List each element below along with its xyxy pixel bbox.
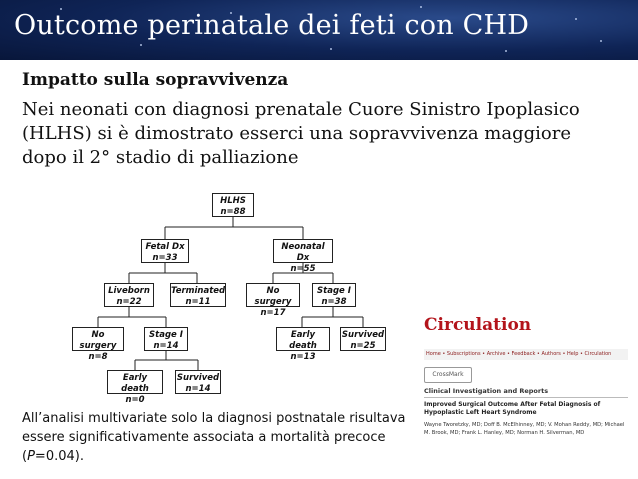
node-stage1-fetal [144, 327, 188, 351]
node-label: Early death [289, 330, 317, 351]
node-no-surgery-neonatal [246, 283, 300, 318]
journal-logo: Circulation [424, 315, 532, 335]
node-count: n=38 [321, 297, 347, 307]
node-count: n=14 [153, 341, 179, 351]
journal-nav-bar: Home • Subscriptions • Archive • Feedback • Authors • Help • Circulation [424, 349, 628, 360]
node-count: n=33 [152, 253, 178, 263]
node-liveborn [104, 283, 154, 307]
slide-title: Outcome perinatale dei feti con CHD [14, 10, 530, 41]
node-label: HLHS [220, 196, 246, 206]
node-label: No surgery [79, 330, 117, 351]
node-label: Survived [341, 330, 385, 340]
node-count: n=55 [290, 264, 316, 274]
node-count: n=25 [350, 341, 376, 351]
body-paragraph: Nei neonati con diagnosi prenatale Cuore Sinistro Ipoplasico (HLHS) si è dimostrato esserci una sopravvivenza maggiore dopo il 2° stadio di palliazione [22, 99, 580, 168]
node-label: Stage I [317, 286, 351, 296]
node-early-death-neonatal [276, 327, 330, 362]
node-terminated [170, 283, 226, 307]
article-authors: Wayne Tworetzky, MD; Doff B. McElhinney, MD; V. Mohan Reddy, MD; Michael M. Brook, MD; Frank L. Hanley, MD; Norman H. Silverman, MD [424, 422, 625, 436]
node-count: n=11 [185, 297, 211, 307]
p-value-text: =0.04). [34, 449, 84, 464]
crossmark-badge: CrossMark [424, 367, 472, 383]
node-survived-fetal [175, 370, 221, 394]
node-label: Fetal Dx [145, 242, 185, 252]
node-label: Terminated [171, 286, 226, 296]
node-fetal-dx [141, 239, 189, 263]
node-count: n=13 [290, 352, 316, 362]
node-label: Early death [121, 373, 149, 394]
divider [424, 397, 628, 398]
node-hlhs [212, 193, 254, 217]
node-stage1-neonatal [312, 283, 356, 307]
journal-section: Clinical Investigation and Reports [424, 387, 549, 395]
footnote [22, 409, 422, 466]
node-count: n=0 [125, 395, 145, 405]
node-count: n=8 [88, 352, 108, 362]
node-count: n=14 [185, 384, 211, 394]
node-count: n=88 [220, 207, 246, 217]
p-value-symbol: P [27, 449, 35, 464]
node-no-surgery-fetal [72, 327, 124, 362]
section-heading: Impatto sulla sopravvivenza [22, 70, 289, 90]
node-survived-neonatal [340, 327, 386, 351]
node-label: Neonatal Dx [281, 242, 325, 263]
article-title: Improved Surgical Outcome After Fetal Diagnosis of Hypoplastic Left Heart Syndrome [424, 401, 601, 416]
node-count: n=17 [260, 308, 286, 318]
node-early-death-fetal [107, 370, 163, 405]
node-count: n=22 [116, 297, 142, 307]
journal-screenshot [414, 311, 628, 479]
node-label: Stage I [149, 330, 183, 340]
node-label: Liveborn [108, 286, 150, 296]
node-label: No surgery [254, 286, 292, 307]
node-label: Survived [176, 373, 220, 383]
footnote-text: All’analisi multivariate solo la diagnosi postnatale risultava essere significativamente associata a mortalità precoce ( [22, 411, 406, 464]
node-neonatal-dx [273, 239, 333, 274]
